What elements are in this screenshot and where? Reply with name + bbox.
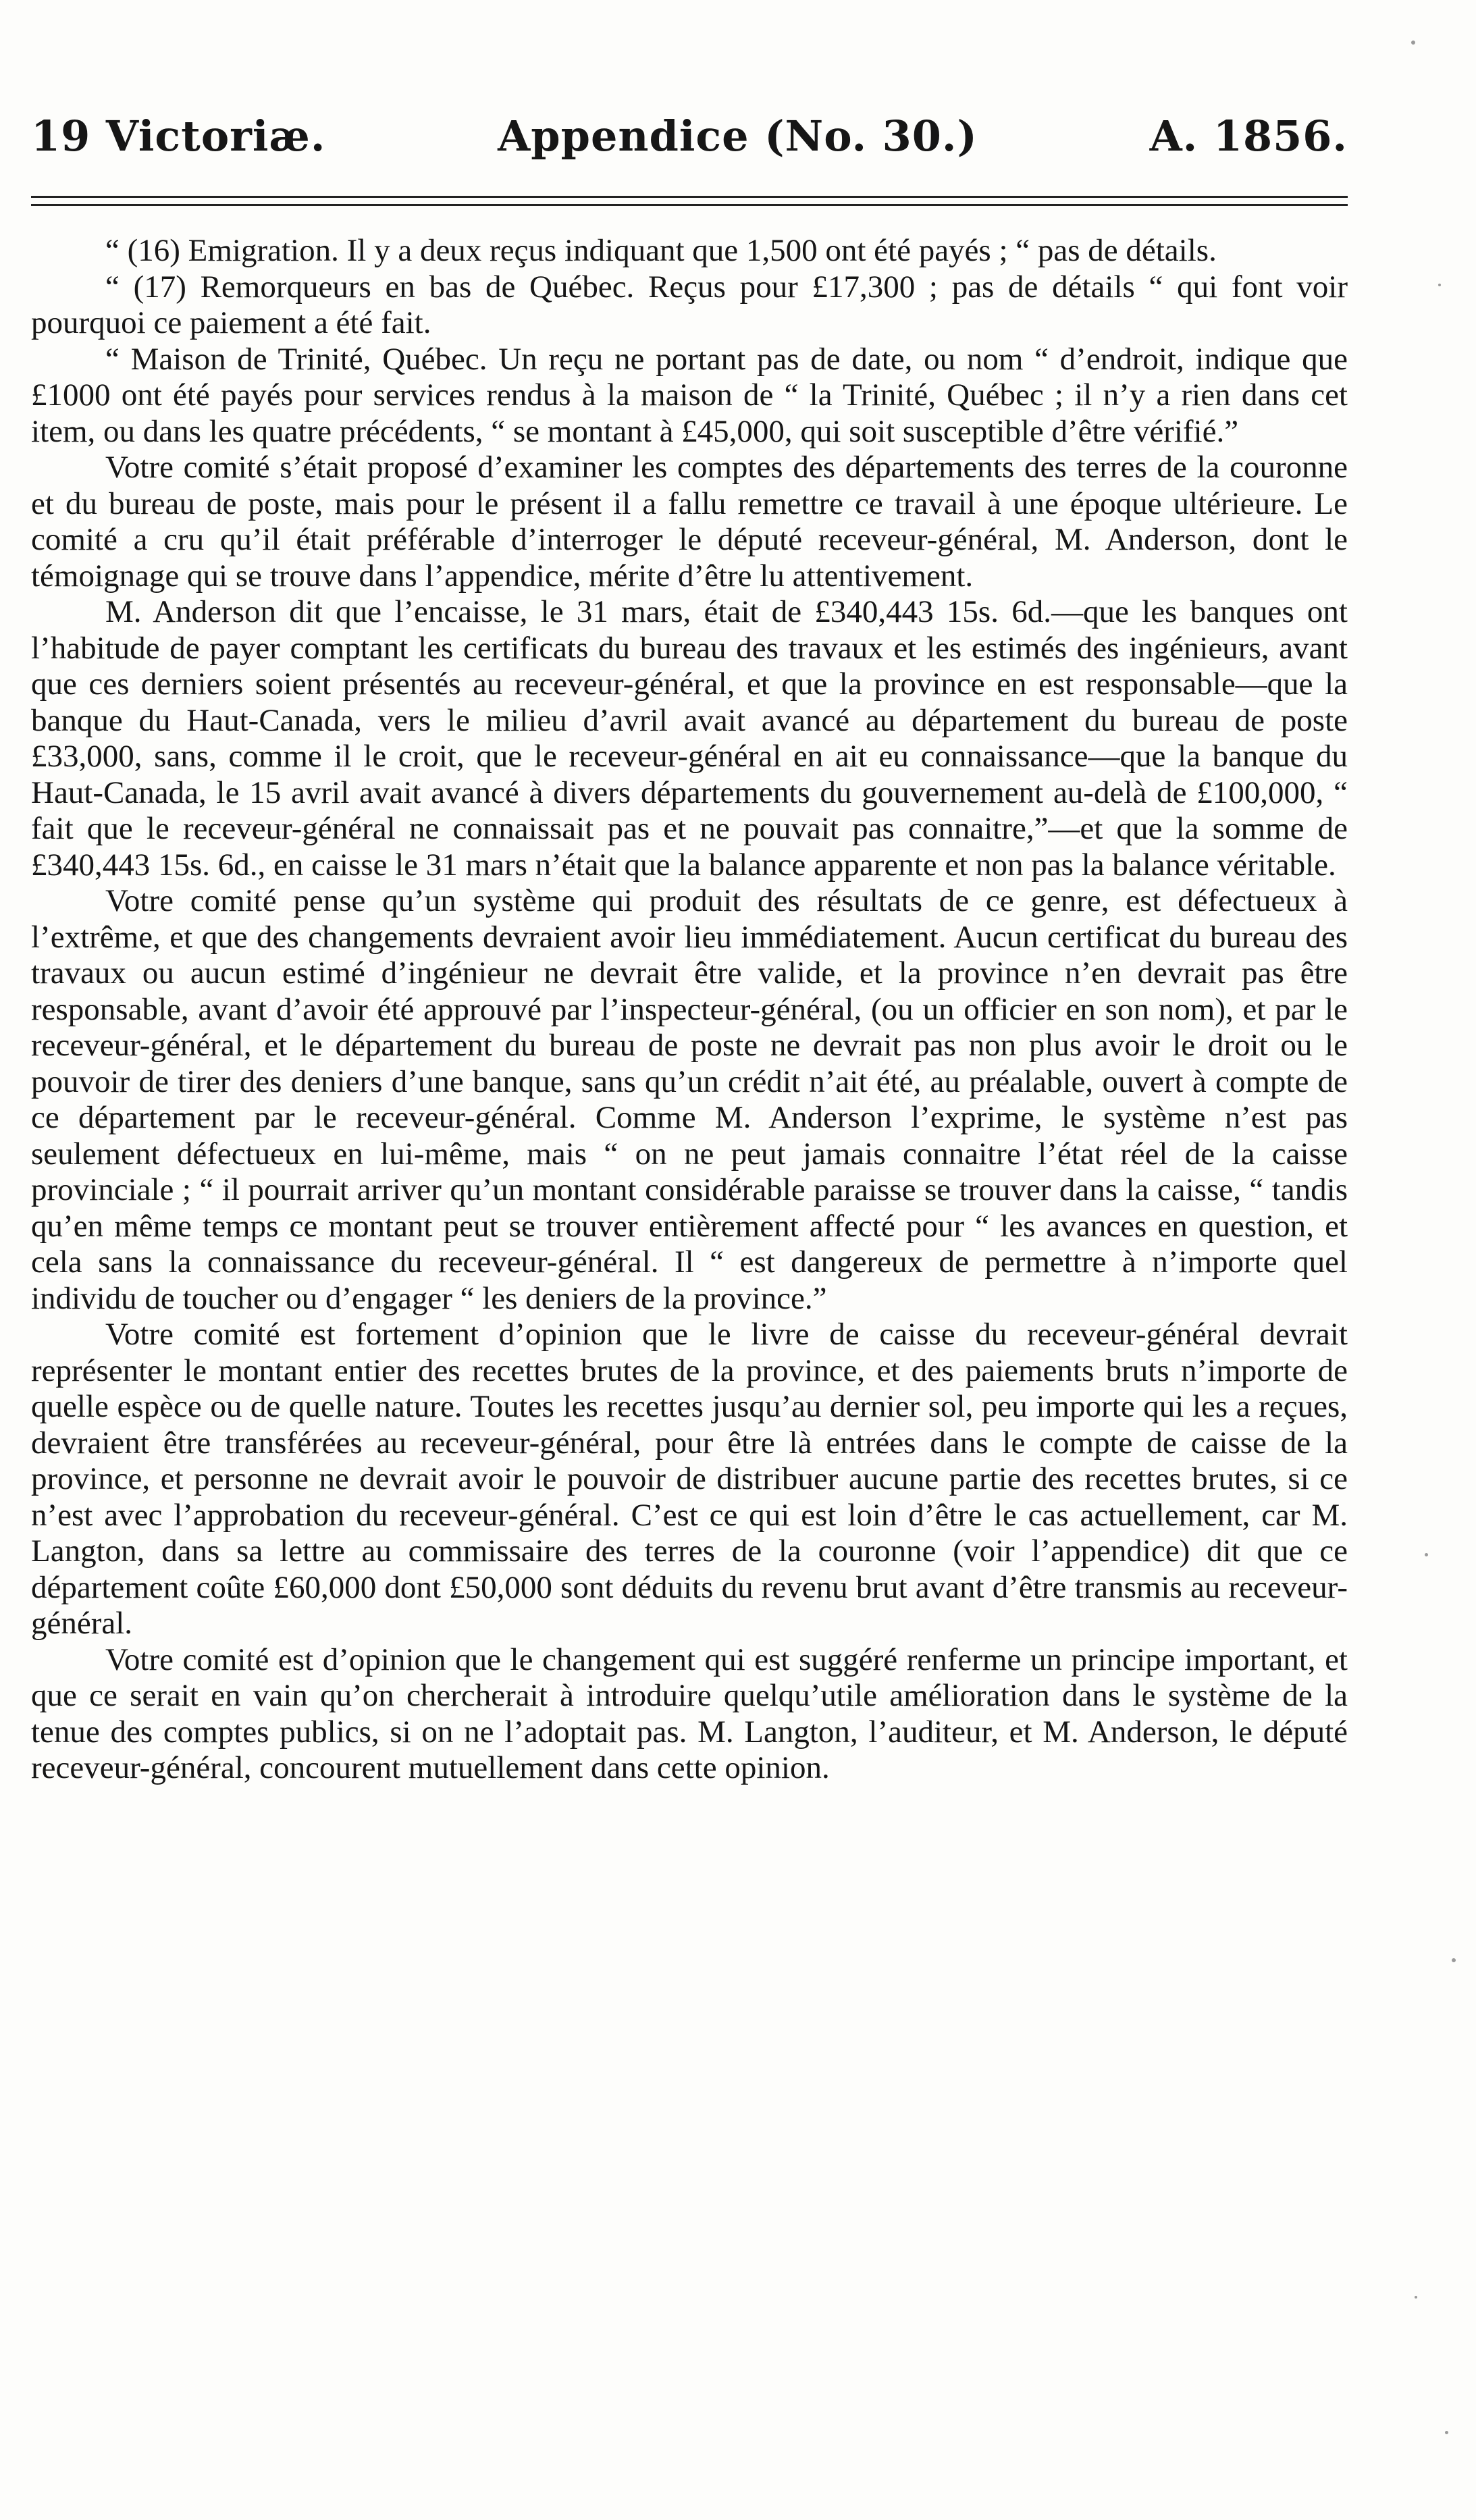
paragraph-emigration: “ (16) Emigration. Il y a deux reçus indiquant que 1,500 ont été payés ; “ pas de détails. [105,233,1217,268]
paragraph-tugboats: “ (17) Remorqueurs en bas de Québec. Reçus pour £17,300 ; pas de détails “ qui font voir pourquoi ce paiement a été fait. [31,269,1348,340]
paragraph-system-defects: Votre comité pense qu’un système qui produit des résultats de ce genre, est défectueux à l’extrême, et que des changements devraient avoir lieu immédiatement. Aucun certificat du bureau des travaux ou aucun estimé d’ingénieur ne devrait être valide, et la province n’en devrait pas être responsable, avant d’avoir été approuvé par l’inspecteur-général, (ou un officier en son nom), et par le receveur-général, et le département du bureau de poste ne devrait pas non plus avoir le droit ou le pouvoir de tirer des deniers d’une banque, sans qu’un crédit n’ait été, au préalable, ouvert à compte de ce département par le receveur-général. Comme M. Anderson l’exprime, le système n’est pas seulement défectueux en lui-même, mais “ on ne peut jamais connaitre l’état réel de la caisse provinciale ; “ il pourrait arriver qu’un montant considérable paraisse se trouver dans la caisse, “ tandis qu’en même temps ce montant peut se trouver entièrement affecté pour “ les avances en question, et cela sans la connaissance du receveur-général. Il “ est dangereux de permettre à n’importe quel individu de toucher ou d’engager “ les deniers de la province.” [31,883,1348,1316]
paragraph-trinity-house: “ Maison de Trinité, Québec. Un reçu ne portant pas de date, ou nom “ d’endroit, indique que £1000 ont été payés pour services rendus à la maison de “ la Trinité, Québec ; il n’y a rien dans cet item, ou dans les quatre précédents, “ se montant à £45,000, qui soit susceptible d’être vérifié.” [31,341,1348,449]
header-session: 19 Victoriæ. [31,111,326,161]
paragraph-committee-intent: Votre comité s’était proposé d’examiner les comptes des départements des terres de la couronne et du bureau de poste, mais pour le présent il a fallu remettre ce travail à une époque ultérieure. Le comité a cru qu’il était préférable d’interroger le député receveur-général, M. Anderson, dont le témoignage qui se trouve dans l’appendice, mérite d’être lu attentivement. [31,450,1348,594]
header-double-rule [31,196,1348,212]
header-rule-top [31,196,1348,198]
document-body [31,233,1348,1787]
header-rule-bottom [31,204,1348,206]
print-speck [1445,2431,1448,2434]
print-speck [1411,41,1415,45]
paragraph-cash-book: Votre comité est fortement d’opinion que le livre de caisse du receveur-général devrait représenter le montant entier des recettes brutes de la province, et des paiements bruts n’importe de quelle espèce ou de quelle nature. Toutes les recettes jusqu’au dernier sol, peu importe qui les a reçues, devraient être transférées au receveur-général, pour être là entrées dans le compte de caisse de la province, et personne ne devrait avoir le pouvoir de distribuer aucune partie des recettes brutes, si ce n’est avec l’approbation du receveur-général. C’est ce qui est loin d’être le cas actuellement, car M. Langton, dans sa lettre au commissaire des terres de la couronne (voir l’appendice) dit que ce département coûte £60,000 dont £50,000 sont déduits du revenu brut avant d’être transmis au receveur-général. [31,1317,1348,1641]
print-speck [1438,284,1441,286]
print-speck [1415,2296,1417,2299]
paragraph-anderson-testimony: M. Anderson dit que l’encaisse, le 31 mars, était de £340,443 15s. 6d.—que les banques ont l’habitude de payer comptant les certificats du bureau des travaux et les estimés des ingénieurs, avant que ces derniers soient présentés au receveur-général, et que la province en est responsable—que la banque du Haut-Canada, vers le milieu d’avril avait avancé au département du bureau de poste £33,000, sans, comme il le croit, que le receveur-général en ait eu connaissance—que la banque du Haut-Canada, le 15 avril avait avancé à divers départements du gouvernement au-delà de £100,000, “ fait que le receveur-général ne connaissait pas et ne pouvait pas connaitre,”—et que la somme de £340,443 15s. 6d., en caisse le 31 mars n’était que la balance apparente et non pas la balance véritable. [31,594,1348,883]
header-appendix-title: Appendice (No. 30.) [498,111,978,161]
page-header [31,111,1348,172]
print-speck [1452,1958,1456,1962]
paragraph-conclusion: Votre comité est d’opinion que le changement qui est suggéré renferme un principe important, et que ce serait en vain qu’on chercherait à introduire quelqu’utile amélioration dans le système de la tenue des comptes publics, si on ne l’adoptait pas. M. Langton, l’auditeur, et M. Anderson, le député receveur-général, concourent mutuellement dans cette opinion. [31,1642,1348,1785]
print-speck [1425,1553,1428,1556]
header-year: A. 1856. [1149,111,1348,161]
